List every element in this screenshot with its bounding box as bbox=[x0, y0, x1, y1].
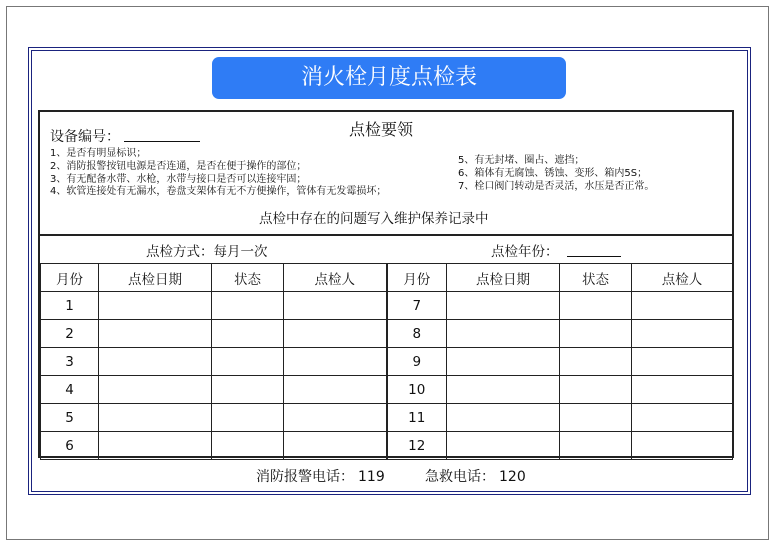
status-cell[interactable] bbox=[560, 404, 632, 432]
month-cell: 7 bbox=[387, 292, 447, 320]
inspector-cell[interactable] bbox=[284, 376, 387, 404]
date-cell[interactable] bbox=[99, 376, 212, 404]
date-cell[interactable] bbox=[99, 348, 212, 376]
requirement-item: 6、箱体有无腐蚀、锈蚀、变形、箱内5S； bbox=[458, 167, 648, 179]
status-cell[interactable] bbox=[560, 320, 632, 348]
status-cell[interactable] bbox=[212, 432, 284, 460]
month-cell: 1 bbox=[41, 292, 99, 320]
inspector-cell[interactable] bbox=[284, 432, 387, 460]
section-divider bbox=[40, 234, 732, 236]
status-cell[interactable] bbox=[212, 348, 284, 376]
date-cell[interactable] bbox=[447, 292, 560, 320]
header-month: 月份 bbox=[41, 264, 99, 292]
inspection-log-table bbox=[40, 263, 733, 460]
month-cell: 9 bbox=[387, 348, 447, 376]
status-cell[interactable] bbox=[212, 320, 284, 348]
month-cell: 11 bbox=[387, 404, 447, 432]
requirements-list-right bbox=[458, 155, 654, 193]
status-cell[interactable] bbox=[212, 292, 284, 320]
inspector-cell[interactable] bbox=[284, 292, 387, 320]
status-cell[interactable] bbox=[560, 348, 632, 376]
table-row bbox=[41, 432, 733, 460]
inspection-method: 点检方式：每月一次 bbox=[146, 244, 268, 260]
month-cell: 6 bbox=[41, 432, 99, 460]
inspection-year-blank[interactable] bbox=[567, 256, 621, 257]
requirements-list-left bbox=[50, 148, 386, 199]
month-cell: 5 bbox=[41, 404, 99, 432]
date-cell[interactable] bbox=[447, 432, 560, 460]
header-inspector: 点检人 bbox=[284, 264, 387, 292]
table-row bbox=[41, 404, 733, 432]
table-header-row bbox=[41, 264, 733, 292]
table-row bbox=[41, 376, 733, 404]
inspection-year-label: 点检年份： bbox=[491, 244, 559, 260]
date-cell[interactable] bbox=[99, 292, 212, 320]
header-month: 月份 bbox=[387, 264, 447, 292]
inspector-cell[interactable] bbox=[284, 404, 387, 432]
month-cell: 2 bbox=[41, 320, 99, 348]
status-cell[interactable] bbox=[560, 376, 632, 404]
first-aid-phone bbox=[425, 466, 526, 486]
date-cell[interactable] bbox=[99, 404, 212, 432]
header-date: 点检日期 bbox=[99, 264, 212, 292]
requirement-item: 4、软管连接处有无漏水，卷盘支架体有无不方便操作，管体有无发霉损坏； bbox=[50, 186, 387, 198]
month-cell: 10 bbox=[387, 376, 447, 404]
fire-alarm-phone bbox=[256, 466, 385, 486]
header-status: 状态 bbox=[560, 264, 632, 292]
month-cell: 3 bbox=[41, 348, 99, 376]
date-cell[interactable] bbox=[447, 404, 560, 432]
first-aid-number: 120 bbox=[499, 469, 526, 485]
status-cell[interactable] bbox=[560, 292, 632, 320]
requirements-heading: 点检要领 bbox=[349, 120, 414, 139]
requirement-item: 3、有无配备水带、水枪，水带与接口是否可以连接牢固； bbox=[50, 173, 307, 185]
inspector-cell[interactable] bbox=[632, 404, 733, 432]
inspector-cell[interactable] bbox=[632, 348, 733, 376]
status-cell[interactable] bbox=[212, 404, 284, 432]
device-number-label: 设备编号： bbox=[50, 129, 120, 145]
status-cell[interactable] bbox=[212, 376, 284, 404]
table-row bbox=[41, 292, 733, 320]
status-cell[interactable] bbox=[560, 432, 632, 460]
table-row bbox=[41, 348, 733, 376]
requirements-note: 点检中存在的问题写入维护保养记录中 bbox=[259, 211, 489, 227]
date-cell[interactable] bbox=[99, 320, 212, 348]
inspector-cell[interactable] bbox=[632, 376, 733, 404]
inspector-cell[interactable] bbox=[632, 320, 733, 348]
table-row bbox=[41, 320, 733, 348]
first-aid-label: 急救电话： bbox=[425, 469, 495, 485]
inspector-cell[interactable] bbox=[284, 348, 387, 376]
fire-alarm-number: 119 bbox=[358, 469, 385, 485]
month-cell: 8 bbox=[387, 320, 447, 348]
date-cell[interactable] bbox=[447, 376, 560, 404]
requirement-item: 1、是否有明显标识； bbox=[50, 148, 147, 159]
inspector-cell[interactable] bbox=[632, 432, 733, 460]
form-title: 消火栓月度点检表 bbox=[212, 57, 566, 99]
date-cell[interactable] bbox=[447, 320, 560, 348]
requirement-item: 2、消防报警按钮电源是否连通，是否在便于操作的部位； bbox=[50, 160, 307, 172]
requirement-item: 5、有无封堵、圈占、遮挡； bbox=[458, 155, 585, 166]
date-cell[interactable] bbox=[99, 432, 212, 460]
header-date: 点检日期 bbox=[447, 264, 560, 292]
device-number-blank[interactable] bbox=[124, 141, 200, 142]
fire-alarm-label: 消防报警电话： bbox=[256, 469, 354, 485]
header-status: 状态 bbox=[212, 264, 284, 292]
inspector-cell[interactable] bbox=[284, 320, 387, 348]
requirement-item: 7、栓口阀门转动是否灵活，水压是否正常。 bbox=[458, 180, 655, 192]
month-cell: 12 bbox=[387, 432, 447, 460]
month-cell: 4 bbox=[41, 376, 99, 404]
date-cell[interactable] bbox=[447, 348, 560, 376]
inspector-cell[interactable] bbox=[632, 292, 733, 320]
header-inspector: 点检人 bbox=[632, 264, 733, 292]
